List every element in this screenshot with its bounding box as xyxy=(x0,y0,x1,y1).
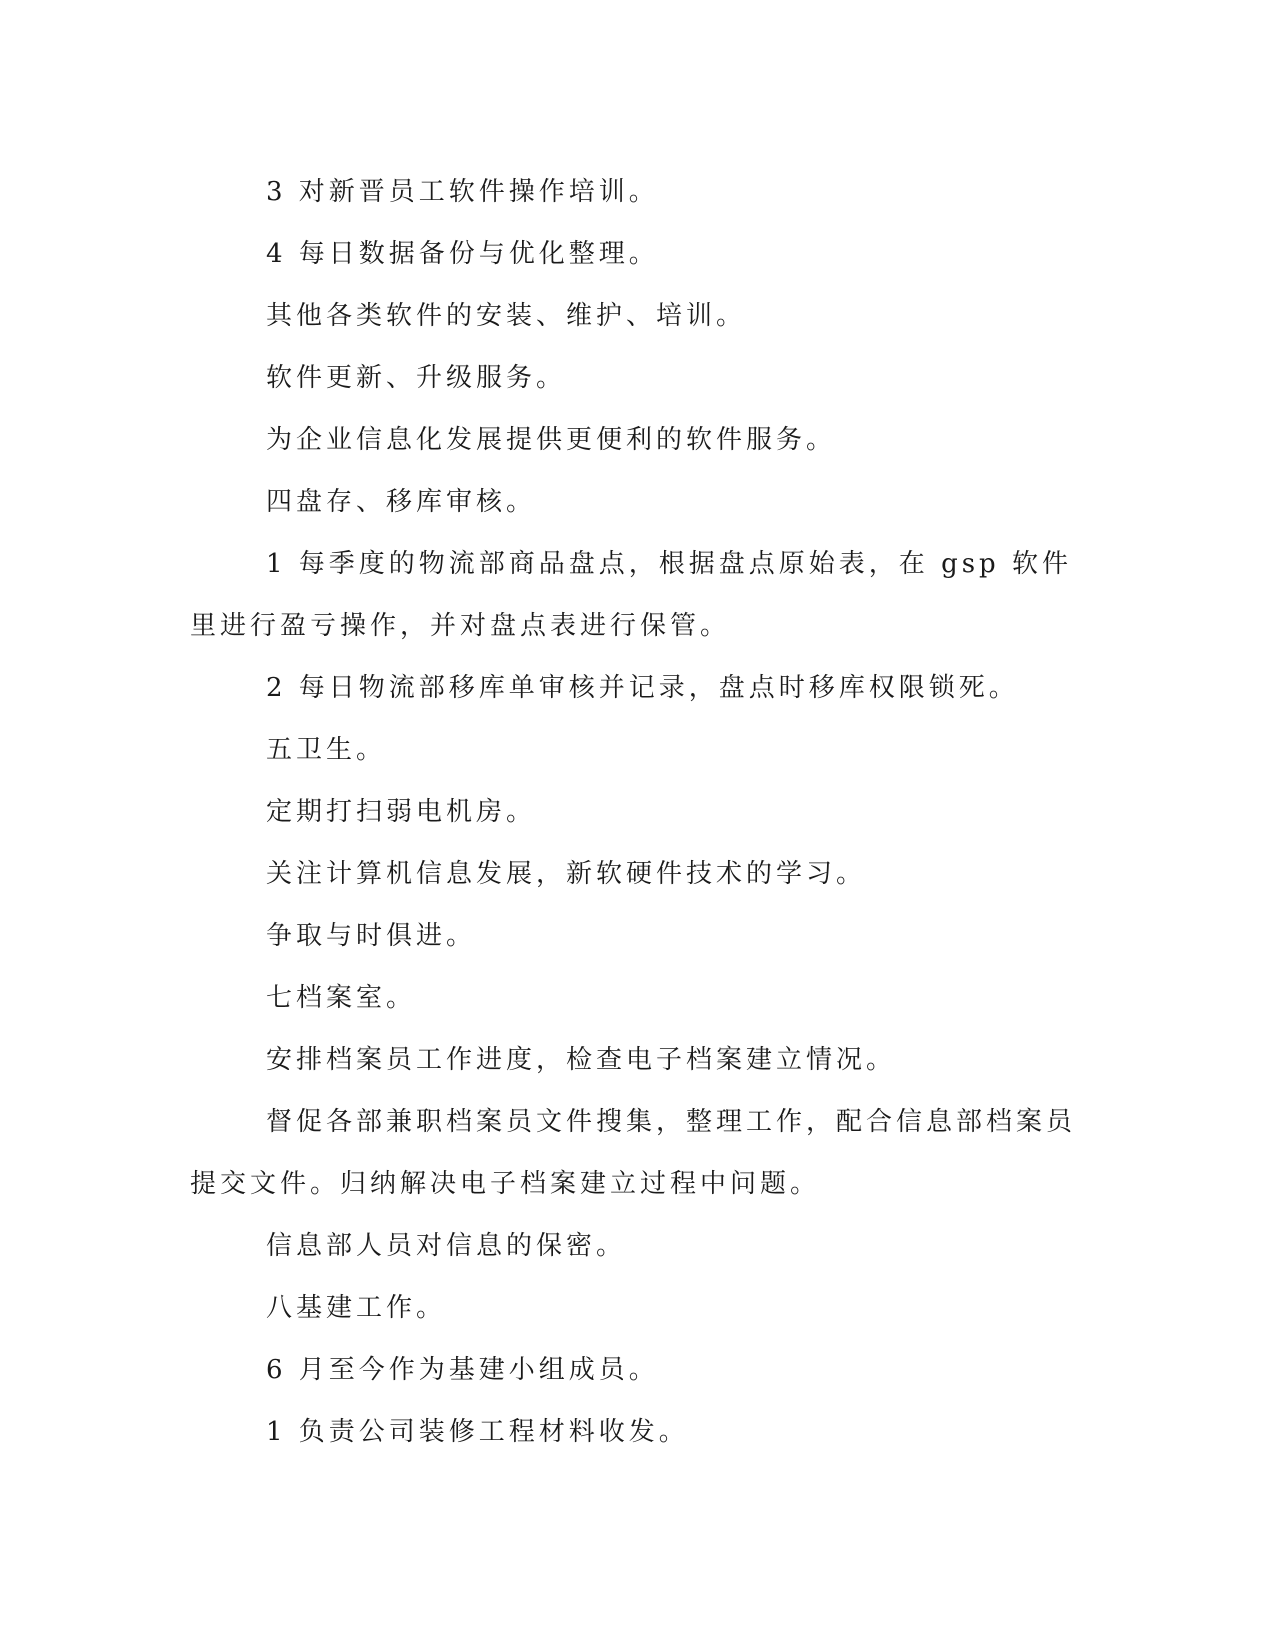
paragraph-7: 1 每季度的物流部商品盘点，根据盘点原始表，在 gsp 软件里进行盈亏操作，并对盘点表进行保管。 xyxy=(190,549,1072,641)
paragraph-1: 3 对新晋员工软件操作培训。 xyxy=(266,177,659,207)
section-heading-inventory: 四盘存、移库审核。 xyxy=(266,487,537,517)
section-heading-hygiene: 五卫生。 xyxy=(266,735,387,765)
paragraph-5: 为企业信息化发展提供更便利的软件服务。 xyxy=(266,425,837,455)
paragraph-10: 定期打扫弱电机房。 xyxy=(266,797,537,827)
paragraph-19: 1 负责公司装修工程材料收发。 xyxy=(266,1417,689,1447)
paragraph-4: 软件更新、升级服务。 xyxy=(266,363,567,393)
section-heading-archive: 七档案室。 xyxy=(266,983,417,1013)
paragraph-2: 4 每日数据备份与优化整理。 xyxy=(266,239,659,269)
paragraph-14: 安排档案员工作进度，检查电子档案建立情况。 xyxy=(266,1045,897,1075)
paragraph-8: 2 每日物流部移库单审核并记录，盘点时移库权限锁死。 xyxy=(266,673,1019,703)
document-body xyxy=(190,161,1080,1463)
section-heading-construction: 八基建工作。 xyxy=(266,1293,447,1323)
paragraph-11: 关注计算机信息发展，新软硬件技术的学习。 xyxy=(266,859,867,889)
paragraph-15: 督促各部兼职档案员文件搜集，整理工作，配合信息部档案员提交文件。归纳解决电子档案建立过程中问题。 xyxy=(190,1107,1077,1199)
paragraph-16: 信息部人员对信息的保密。 xyxy=(266,1231,627,1261)
paragraph-18: 6 月至今作为基建小组成员。 xyxy=(266,1355,659,1385)
paragraph-12: 争取与时俱进。 xyxy=(266,921,477,951)
paragraph-3: 其他各类软件的安装、维护、培训。 xyxy=(266,301,747,331)
